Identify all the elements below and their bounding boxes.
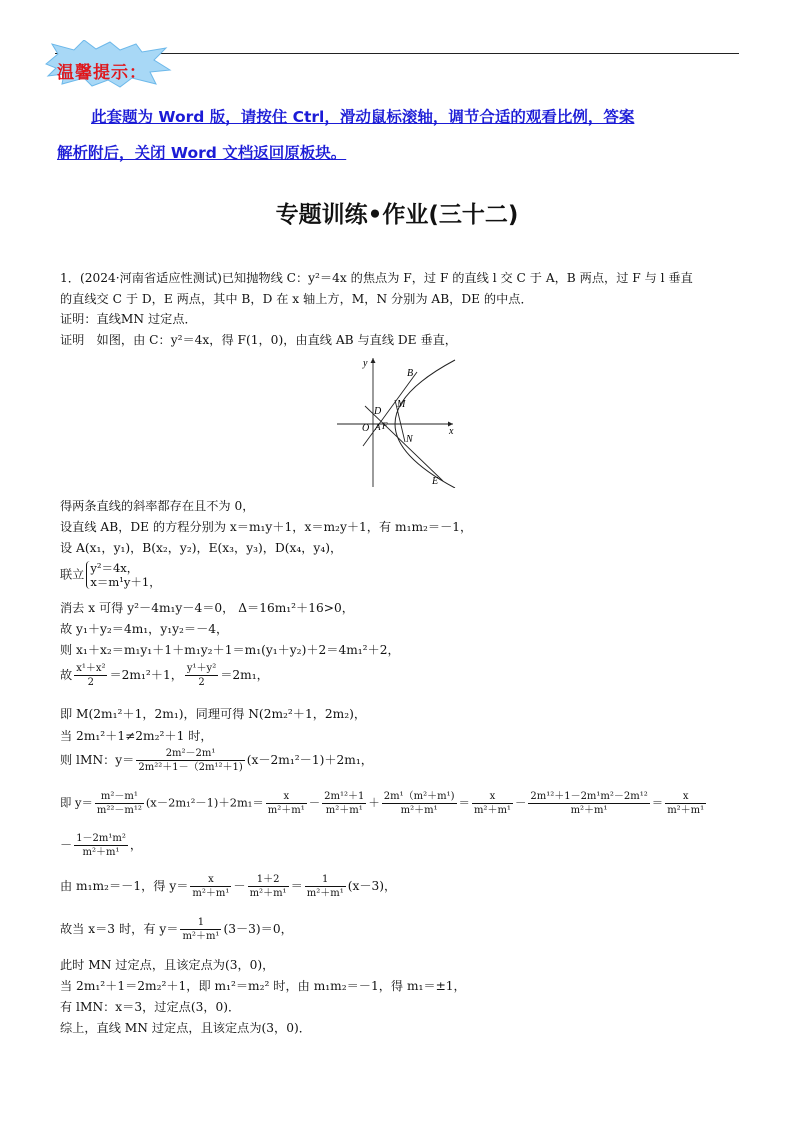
fraction: [74, 662, 107, 689]
denominator: m²＋m¹: [192, 888, 230, 899]
denominator: m²＋m¹: [249, 888, 287, 899]
solution-line: 有 lMN：x＝3，过定点(3，0)．: [60, 1000, 241, 1014]
denominator: m²²－m¹²: [96, 805, 142, 816]
text: ＝: [290, 879, 303, 893]
label-a: A: [375, 422, 381, 432]
text: (3－3)＝0，: [223, 922, 293, 936]
text: ＋: [368, 795, 380, 810]
system-eq-2: x＝m¹y＋1，: [90, 575, 161, 589]
label-y: y: [363, 358, 368, 369]
numerator: x¹＋x²: [76, 663, 106, 674]
fraction: [382, 790, 457, 817]
fraction: [528, 790, 649, 817]
text: ＝: [651, 795, 664, 810]
numerator: 1: [305, 873, 346, 887]
denominator: m²＋m¹: [667, 805, 705, 816]
denominator: m²＋m¹: [325, 805, 363, 816]
solution-line: 设 A(x₁，y₁)，B(x₂，y₂)，E(x₃，y₃)，D(x₄，y₄)，: [60, 541, 343, 555]
numerator: 2m¹²＋1－2m¹m²－2m¹²: [530, 791, 648, 802]
text: 由 m₁m₂＝－1，得 y＝: [60, 879, 189, 893]
system-eq-1: y²＝4x，: [90, 561, 139, 575]
numerator: x: [190, 873, 231, 887]
fraction: [190, 873, 231, 900]
numerator: 2m²－2m¹: [136, 747, 244, 761]
text: －: [233, 879, 246, 893]
denominator: m²＋m¹: [182, 931, 220, 942]
page-title: 专题训练•作业(三十二): [275, 202, 519, 228]
text: ＝2m₁，: [220, 668, 269, 682]
denominator: m²＋m¹: [267, 805, 305, 816]
solution-line: 设直线 AB，DE 的方程分别为 x＝m₁y＋1，x＝m₂y＋1，有 m₁m₂＝－1，: [60, 520, 473, 534]
fraction: [248, 873, 289, 900]
fraction: [322, 790, 366, 817]
denominator: 2: [198, 677, 205, 688]
label-x: x: [449, 426, 454, 437]
fraction: [74, 832, 128, 859]
solution-line: [60, 747, 373, 774]
text: 即 y＝: [60, 795, 93, 810]
solution-line: 消去 x 可得 y²－4m₁y－4＝0， Δ＝16m₁²＋16>0，: [60, 601, 354, 615]
solution-line: 综上，直线 MN 过定点，且该定点为(3，0)．: [60, 1021, 311, 1035]
fraction: [665, 790, 706, 817]
text: －: [60, 838, 73, 852]
numerator: 1: [180, 916, 221, 930]
notice-text: [57, 99, 741, 171]
text: ＝: [458, 795, 470, 810]
fraction: [472, 790, 513, 817]
fraction: [305, 873, 346, 900]
denominator: m²＋m¹: [473, 805, 511, 816]
label-f: F: [382, 421, 388, 431]
problem-line: 1．(2024·河南省适应性测试)已知抛物线 C：y²＝4x 的焦点为 F，过 F 的直线 l 交 C 于 A，B 两点，过 F 与 l 垂直: [60, 271, 693, 285]
denominator: m²＋m¹: [570, 805, 608, 816]
solution-line: [60, 916, 293, 943]
solution-line: [60, 662, 269, 689]
label-m: M: [397, 399, 406, 410]
fraction: [266, 790, 307, 817]
text: ，: [129, 838, 143, 852]
fraction: [95, 790, 144, 817]
solution-line: [60, 873, 396, 900]
notice-line-1: 此套题为 Word 版，请按住 Ctrl，滑动鼠标滚轴，调节合适的观看比例，答案: [91, 108, 635, 126]
text: 则 lMN：y＝: [60, 753, 135, 767]
numerator: x: [266, 790, 307, 804]
notice-line-2: 解析附后，关闭 Word 文档返回原板块。: [57, 144, 347, 162]
solution-line: 此时 MN 过定点，且该定点为(3，0)，: [60, 958, 275, 972]
text: 故当 x＝3 时，有 y＝: [60, 922, 179, 936]
denominator: m²＋m¹: [306, 888, 344, 899]
denominator: m²＋m¹: [400, 805, 438, 816]
solution-line: 故 y₁＋y₂＝4m₁，y₁y₂＝－4，: [60, 622, 229, 636]
numerator: x: [665, 790, 706, 804]
numerator: 1＋2: [248, 873, 289, 887]
solution-system: [60, 561, 161, 589]
text: －: [514, 795, 527, 810]
label-o: O: [362, 423, 370, 434]
numerator: 2m¹（m²＋m¹): [383, 791, 455, 802]
label-d: D: [374, 406, 382, 417]
numerator: 2m¹²＋1: [324, 791, 365, 802]
system-prefix: 联立: [60, 567, 85, 582]
text: ＝2m₁²＋1，: [109, 668, 183, 682]
text: (x－3)，: [347, 879, 397, 893]
problem-line: 证明：直线MN 过定点．: [60, 312, 197, 326]
label-n: N: [406, 434, 413, 445]
fraction: [185, 662, 218, 689]
numerator: x: [472, 790, 513, 804]
solution-line: [60, 790, 708, 817]
solution-line: 则 x₁＋x₂＝m₁y₁＋1＋m₁y₂＋1＝m₁(y₁＋y₂)＋2＝4m₁²＋2，: [60, 643, 400, 657]
problem-line: 的直线交 C 于 D，E 两点，其中 B，D 在 x 轴上方，M，N 分别为 AB，DE 的中点．: [60, 291, 533, 306]
solution-line: [60, 832, 142, 859]
numerator: 1－2m¹m²: [76, 833, 126, 844]
text: 故: [60, 668, 73, 682]
parabola-figure: [335, 354, 457, 488]
label-b: B: [407, 368, 414, 379]
solution-line: 得两条直线的斜率都存在且不为 0，: [60, 499, 255, 513]
fraction: [136, 747, 244, 774]
problem-line: 证明 如图，由 C：y²＝4x，得 F(1，0)，由直线 AB 与直线 DE 垂直，: [60, 332, 457, 347]
solution-line: 当 2m₁²＋1≠2m₂²＋1 时，: [60, 729, 213, 743]
label-e: E: [432, 476, 439, 487]
text: (x－2m₁²－1)＋2m₁，: [246, 753, 373, 767]
solution-line: 即 M(2m₁²＋1，2m₁)，同理可得 N(2m₂²＋1，2m₂)，: [60, 707, 367, 721]
numerator: y¹＋y²: [186, 663, 217, 674]
text: －: [308, 795, 321, 810]
problem-block: [60, 268, 740, 350]
denominator: 2m²²＋1－（2m¹²＋1): [138, 762, 243, 773]
text: (x－2m₁²－1)＋2m₁＝: [145, 795, 264, 810]
solution-line: 当 2m₁²＋1＝2m₂²＋1，即 m₁²＝m₂² 时，由 m₁m₂＝－1，得 m₁＝±1，: [60, 979, 466, 993]
numerator: m²－m¹: [95, 790, 144, 804]
denominator: m²＋m¹: [82, 847, 120, 858]
equation-system: [86, 561, 160, 589]
denominator: 2: [87, 677, 95, 688]
tip-label: 温馨提示：: [57, 63, 147, 83]
fraction: [180, 916, 221, 943]
